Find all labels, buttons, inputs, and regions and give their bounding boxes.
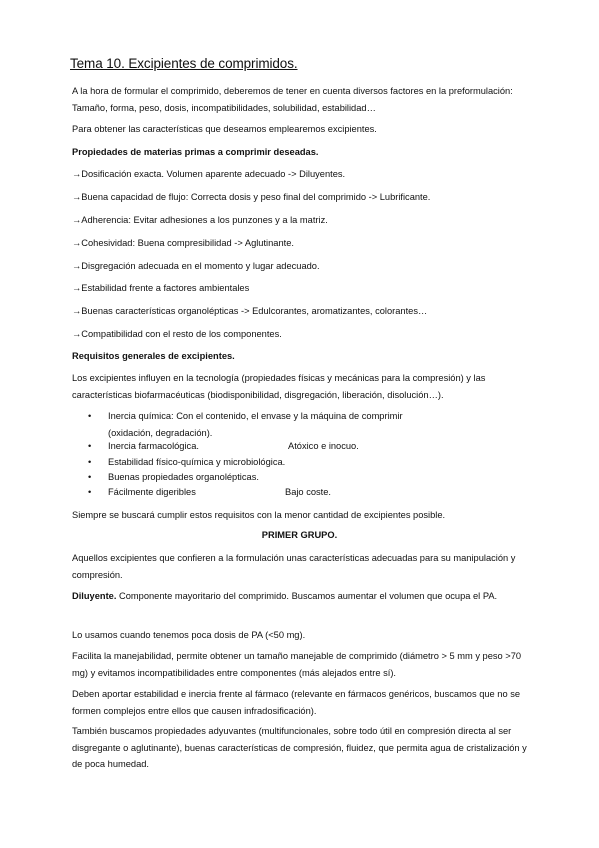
diluyente-paragraph [72, 588, 532, 605]
bullet-dot: • [88, 441, 92, 451]
page-title: Tema 10. Excipientes de comprimidos. [70, 56, 298, 71]
obtain-paragraph: Para obtener las características que deseamos emplearemos excipientes. [72, 124, 377, 134]
always-paragraph: Siempre se buscará cumplir estos requisitos con la menor cantidad de excipientes posible. [72, 510, 446, 520]
prop-item: →Estabilidad frente a factores ambientales [72, 283, 250, 293]
intro-paragraph: A la hora de formular el comprimido, deberemos de tener en cuenta diversos factores en la preformulación: Tamaño, forma, peso, dosis, incompatibilidades, solubilidad, estabilidad… [72, 86, 513, 113]
prop-item: →Cohesividad: Buena compresibilidad -> Aglutinante. [72, 238, 294, 248]
bullet-col2: Atóxico e inocuo. [288, 441, 359, 451]
bullet-item: Fácilmente digeribles [108, 487, 196, 497]
prop-item: →Disgregación adecuada en el momento y lugar adecuado. [72, 261, 320, 271]
prop-item: →Compatibilidad con el resto de los componentes. [72, 329, 282, 339]
bullet-item: Inercia farmacológica. [108, 441, 199, 451]
prop-item: →Buena capacidad de flujo: Correcta dosis y peso final del comprimido -> Lubrificante. [72, 192, 431, 202]
diluyente-text: Componente mayoritario del comprimido. Buscamos aumentar el volumen que ocupa el PA. [116, 591, 498, 601]
facilita-paragraph: Facilita la manejabilidad, permite obtener un tamaño manejable de comprimido (diámetro > 5 mm y peso >70 mg) y evitamos incompatibilidades entre componentes (más alejados entre sí). [72, 651, 522, 678]
props-heading: Propiedades de materias primas a comprimir deseadas. [72, 147, 319, 157]
prop-item: →Buenas características organolépticas -> Edulcorantes, aromatizantes, colorantes… [72, 306, 428, 316]
group-heading: PRIMER GRUPO. [261, 530, 338, 540]
usamos-paragraph: Lo usamos cuando tenemos poca dosis de PA (<50 mg). [72, 630, 306, 640]
bullet-dot: • [88, 472, 92, 482]
group-intro: Aquellos excipientes que confieren a la formulación unas características adecuadas para su manipulación y compresión. [72, 553, 516, 580]
bullet-dot: • [88, 487, 92, 497]
bullet-dot: • [88, 457, 92, 467]
prop-item: →Adherencia: Evitar adhesiones a los punzones y a la matriz. [72, 215, 328, 225]
req-heading: Requisitos generales de excipientes. [72, 351, 235, 361]
bullet-item: Estabilidad físico-química y microbiológica. [108, 457, 286, 467]
prop-item: →Dosificación exacta. Volumen aparente adecuado -> Diluyentes. [72, 169, 346, 179]
deben-paragraph: Deben aportar estabilidad e inercia frente al fármaco (relevante en fármacos genéricos, buscamos que no se formen complejos entre ellos que causen infradosificación). [72, 689, 521, 716]
diluyente-label: Diluyente. [72, 591, 117, 601]
req-intro: Los excipientes influyen en la tecnología (propiedades físicas y mecánicas para la compresión) y las características biofarmacéuticas (biodisponibilidad, disgregación, liberación, disolución…). [72, 373, 486, 400]
bullet-item: Inercia química: Con el contenido, el envase y la máquina de comprimir (oxidación, degradación). [108, 411, 403, 438]
tambien-paragraph: También buscamos propiedades adyuvantes (multifuncionales, sobre todo útil en compresión directa al ser disgregante o aglutinante), buenas características de compresión, fluidez, que permita agua de cristalización y de poca humedad. [72, 726, 527, 769]
bullet-dot: • [88, 411, 92, 421]
bullet-col2: Bajo coste. [285, 487, 331, 497]
bullet-item: Buenas propiedades organolépticas. [108, 472, 259, 482]
